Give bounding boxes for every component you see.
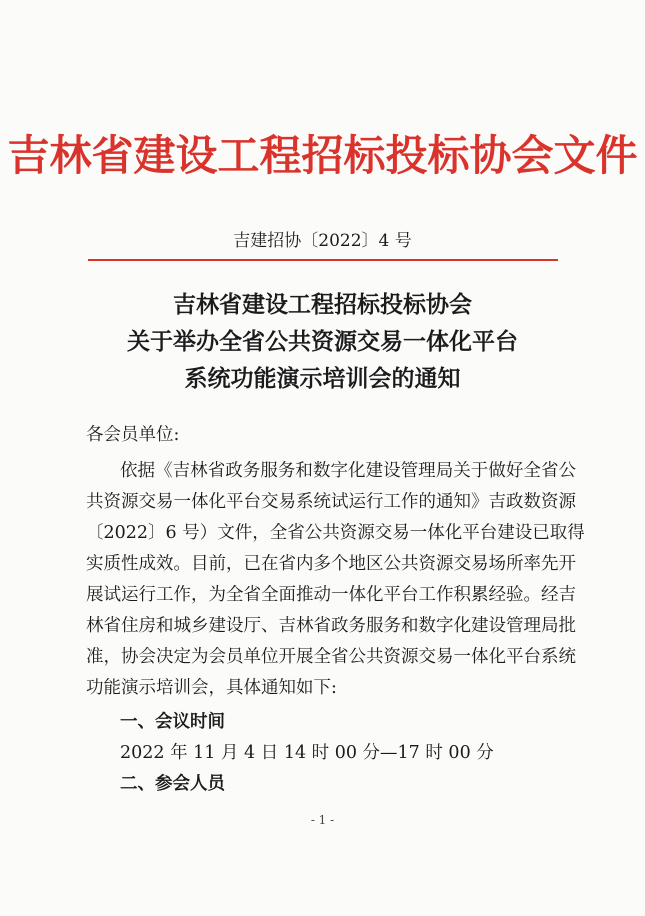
notice-title-line-2: 关于举办全省公共资源交易一体化平台 xyxy=(127,328,518,355)
paragraph-line: 准，协会决定为会员单位开展全省公共资源交易一体化平台系统 xyxy=(86,647,576,667)
paragraph-line: 林省住房和城乡建设厅、吉林省政务服务和数字化建设管理局批 xyxy=(86,616,576,636)
paragraph-line: 实质性成效。目前，已在省内多个地区公共资源交易场所率先开 xyxy=(86,554,576,574)
paragraph-line: 依据《吉林省政务服务和数字化建设管理局关于做好全省公 xyxy=(120,461,576,481)
section-1-text: 2022 年 11 月 4 日 14 时 00 分—17 时 00 分 xyxy=(120,743,494,763)
salutation: 各会员单位: xyxy=(86,425,180,445)
document-header-title: 吉林省建设工程招标投标协会文件 xyxy=(7,131,638,180)
paragraph-line: 功能演示培训会，具体通知如下: xyxy=(86,678,337,698)
red-divider xyxy=(88,259,558,261)
paragraph-line: 展试运行工作，为全省全面推动一体化平台工作积累经验。经吉 xyxy=(86,585,576,605)
page-number: - 1 - xyxy=(310,813,335,827)
paragraph-line: 共资源交易一体化平台交易系统试运行工作的通知》吉政数资源 xyxy=(86,492,576,512)
section-1-heading: 一、会议时间 xyxy=(120,712,225,732)
section-2-heading: 二、参会人员 xyxy=(120,774,225,794)
notice-title-line-3: 系统功能演示培训会的通知 xyxy=(184,365,461,392)
notice-title-line-1: 吉林省建设工程招标投标协会 xyxy=(173,291,472,318)
paragraph-line: 〔2022〕6 号）文件，全省公共资源交易一体化平台建设已取得 xyxy=(86,523,585,543)
document-number: 吉建招协〔2022〕4 号 xyxy=(233,231,412,251)
